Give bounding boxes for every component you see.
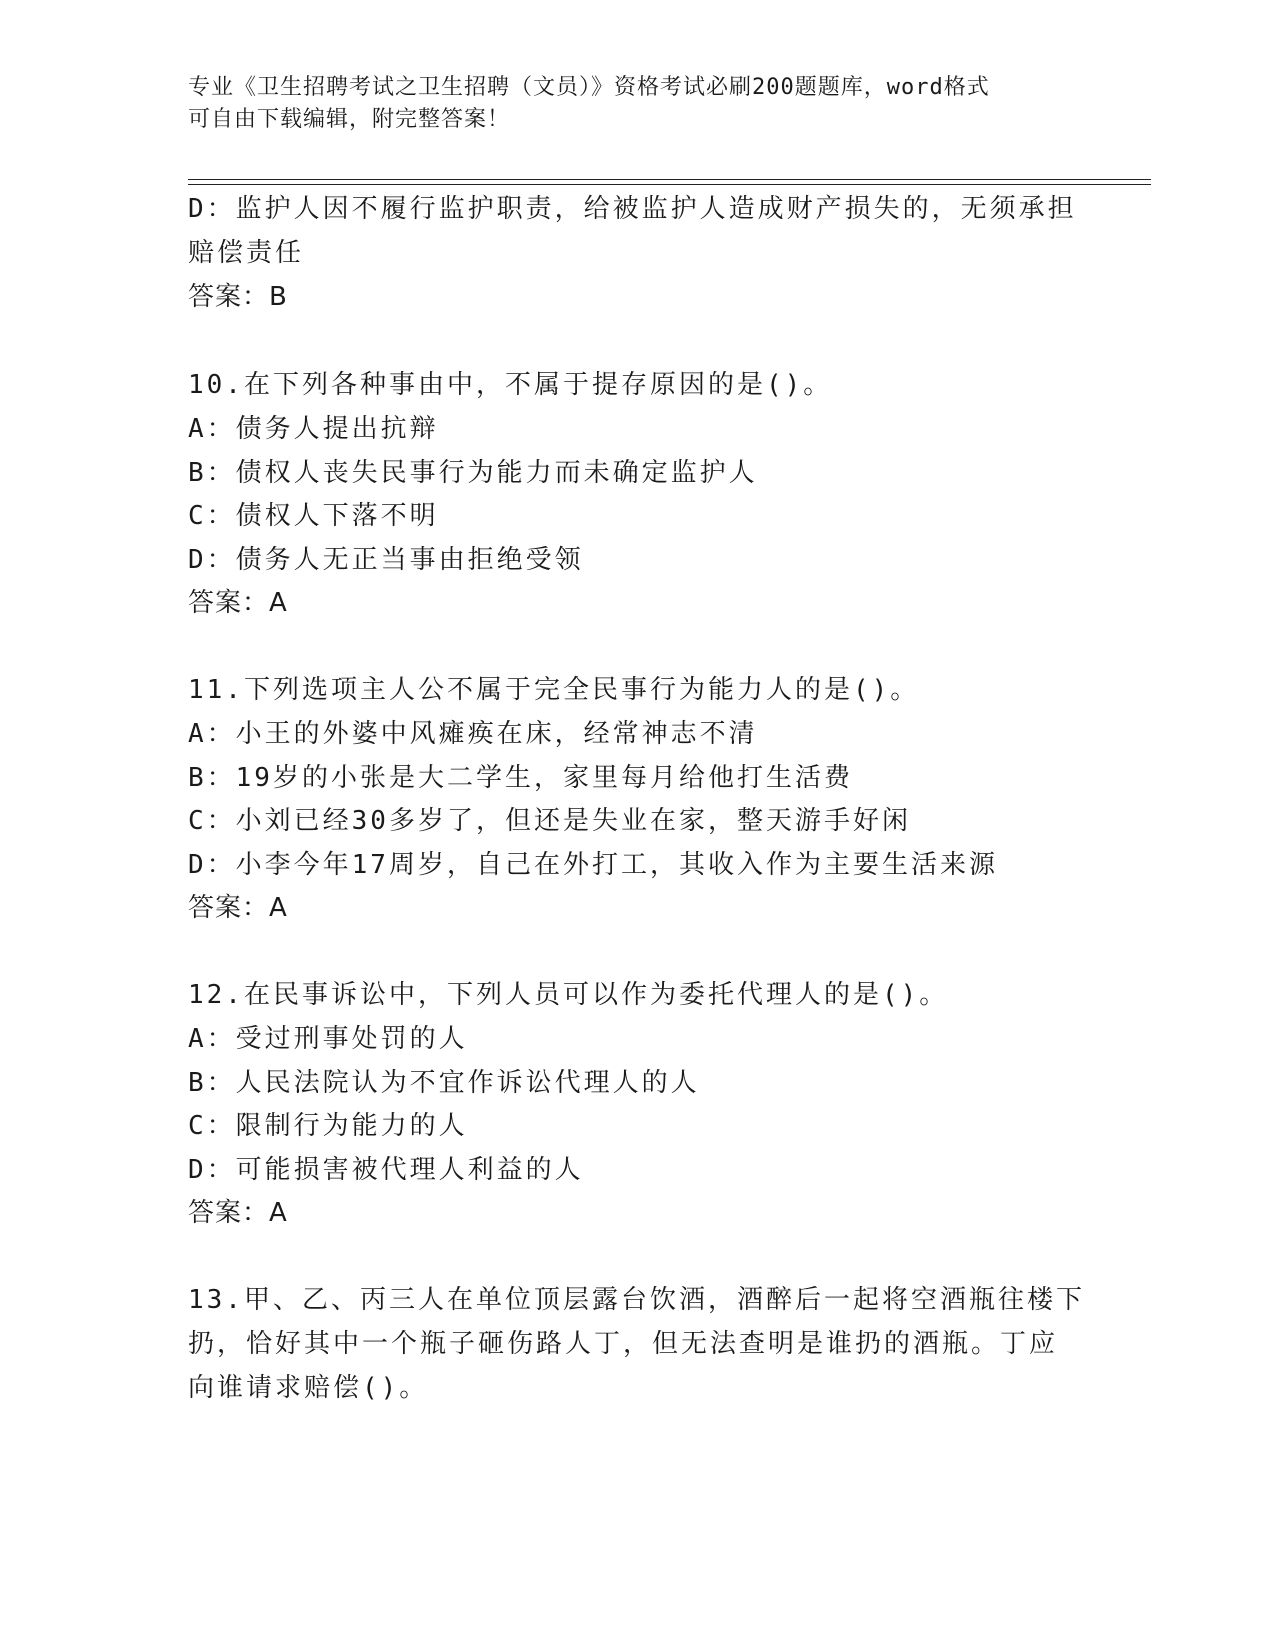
answer-label: 答案：A [188,1198,288,1228]
document-header [188,72,1088,136]
answer-label: 答案：A [188,893,288,923]
option-c: C：债权人下落不明 [188,501,439,531]
header-line-1: 专业《卫生招聘考试之卫生招聘（文员）》资格考试必刷200题题库，word格式 [188,75,990,100]
question-stem: 10.在下列各种事由中，不属于提存原因的是()。 [188,370,833,400]
option-a: A：小王的外婆中风瘫痪在床，经常神志不清 [188,719,758,749]
question-stem: 11.下列选项主人公不属于完全民事行为能力人的是()。 [188,675,920,705]
option-c: C：小刘已经30多岁了，但还是失业在家，整天游手好闲 [188,806,911,836]
option-a: A：债务人提出抗辩 [188,414,439,444]
header-divider-bottom [188,184,1151,185]
option-d: D：小李今年17周岁，自己在外打工，其收入作为主要生活来源 [188,850,998,880]
question-stem: 12.在民事诉讼中，下列人员可以作为委托代理人的是()。 [188,980,949,1010]
question-stem: 13.甲、乙、丙三人在单位顶层露台饮酒，酒醉后一起将空酒瓶往楼下 [188,1285,1085,1315]
option-a: A：受过刑事处罚的人 [188,1024,468,1054]
option-b: B：19岁的小张是大二学生，家里每月给他打生活费 [188,763,853,793]
answer-label: 答案：B [188,282,288,312]
option-c: C：限制行为能力的人 [188,1111,468,1141]
question-stem-continued: 向谁请求赔偿()。 [188,1373,429,1403]
answer-label: 答案：A [188,588,288,618]
option-d: D：债务人无正当事由拒绝受领 [188,545,584,575]
header-divider-top [188,179,1151,180]
question-stem-continued: 扔，恰好其中一个瓶子砸伤路人丁，但无法查明是谁扔的酒瓶。丁应 [188,1329,1059,1359]
option-d-continued: 赔偿责任 [188,238,305,268]
header-line-2: 可自由下载编辑，附完整答案！ [188,107,511,132]
option-b: B：人民法院认为不宜作诉讼代理人的人 [188,1068,700,1098]
option-b: B：债权人丧失民事行为能力而未确定监护人 [188,458,758,488]
option-d: D：监护人因不履行监护职责，给被监护人造成财产损失的，无须承担 [188,194,1077,224]
option-d: D：可能损害被代理人利益的人 [188,1155,584,1185]
